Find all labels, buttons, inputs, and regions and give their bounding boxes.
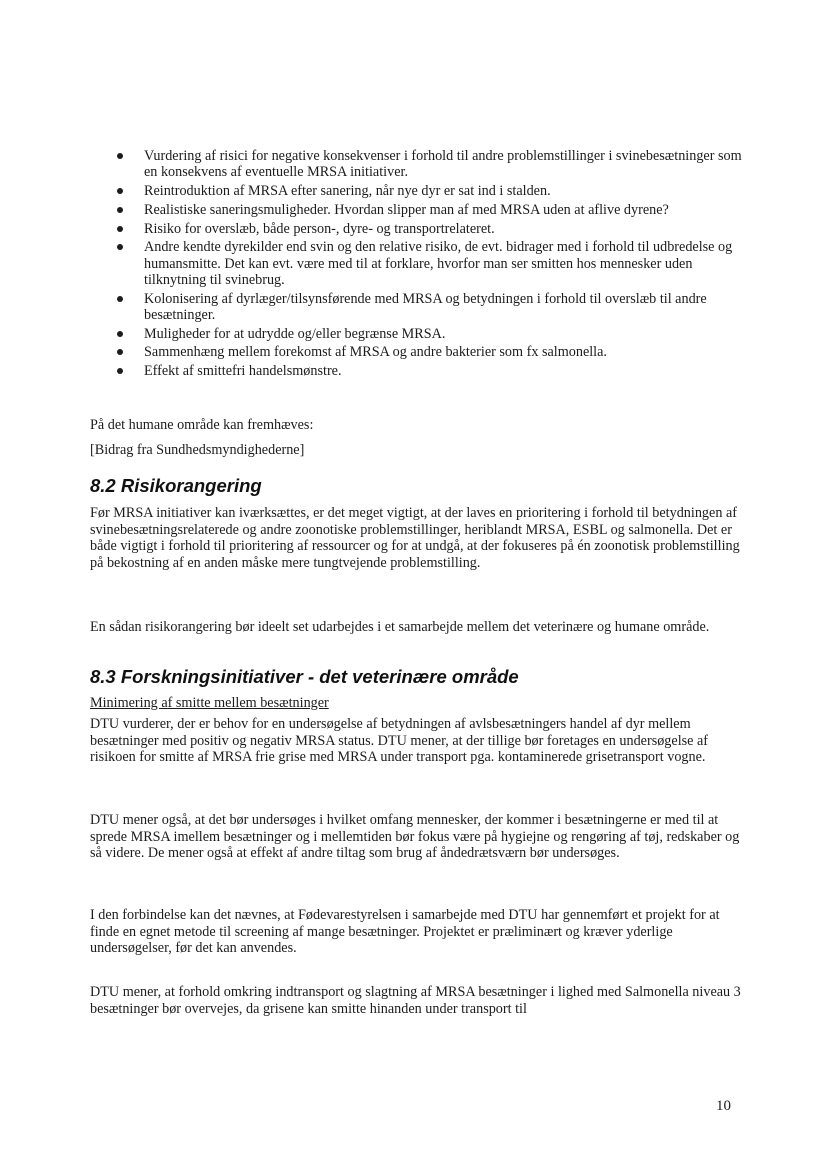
list-item <box>114 291 754 323</box>
section-8-3-paragraph-1: DTU vurderer, der er behov for en undersøgelse af betydningen af avlsbesætningers handel af dyr mellem besætninger med positiv og negativ MRSA status. DTU mener, at der tillige bør foretages en undersøgelse af risikoen for smitte af MRSA frie grise med MRSA under transport pga. kontaminerede grisetransport vogne. <box>90 716 709 766</box>
section-8-3-subheading: Minimering af smitte mellem besætninger <box>90 695 329 711</box>
section-heading-8-2: 8.2 Risikorangering <box>90 475 262 496</box>
list-item <box>114 326 754 342</box>
bullet-text: Andre kendte dyrekilder end svin og den relative risiko, de evt. bidrager med i forhold til udbredelse og humansmitte. Det kan evt. være med til at forklare, hvorfor man ser smitten hos mennesker uden tilknytning til svinebrug. <box>144 239 733 288</box>
list-item <box>114 183 754 199</box>
bullet-text: Realistiske saneringsmuligheder. Hvordan slipper man af med MRSA uden at aflive dyrene? <box>144 201 669 218</box>
bullet-icon <box>117 296 123 302</box>
list-item <box>114 148 754 180</box>
bullet-text: Kolonisering af dyrlæger/tilsynsførende med MRSA og betydningen i forhold til overslæb til andre besætninger. <box>144 290 707 323</box>
human-placeholder: [Bidrag fra Sundhedsmyndighederne] <box>90 442 305 458</box>
bullet-icon <box>117 331 123 337</box>
human-intro: På det humane område kan fremhæves: <box>90 417 314 433</box>
list-item <box>114 221 754 237</box>
bullet-icon <box>117 226 123 232</box>
list-item <box>114 202 754 218</box>
bullet-text: Vurdering af risici for negative konsekvenser i forhold til andre problemstillinger i svinebesætninger som en konsekvens af eventuelle MRSA initiativer. <box>144 148 742 181</box>
bullet-text: Effekt af smittefri handelsmønstre. <box>144 363 342 380</box>
bullet-text: Sammenhæng mellem forekomst af MRSA og andre bakterier som fx salmonella. <box>144 344 607 361</box>
bullet-icon <box>117 188 123 194</box>
bullet-text: Muligheder for at udrydde og/eller begrænse MRSA. <box>144 325 446 342</box>
list-item <box>114 344 754 360</box>
list-item <box>114 239 754 288</box>
bullet-icon <box>117 153 123 159</box>
bullet-icon <box>117 368 123 374</box>
page-number: 10 <box>716 1098 731 1114</box>
section-8-2-paragraph-1: Før MRSA initiativer kan iværksættes, er det meget vigtigt, at der laves en prioritering i forhold til betydningen af svinebesætningsrelaterede og andre zoonotiske problemstillinger, heriblandt MRSA, ESBL og salmonella. Det er både vigtigt i forhold til prioritering af ressourcer og for at undgå, at der fokuseres på én zoonotisk problemstilling på bekostning af en anden måske mere tungtvejende problemstilling. <box>90 505 740 571</box>
bullet-icon <box>117 349 123 355</box>
bullet-text: Risiko for overslæb, både person-, dyre- og transportrelateret. <box>144 220 495 237</box>
bullet-list <box>114 148 754 382</box>
section-8-2-paragraph-2: En sådan risikorangering bør ideelt set udarbejdes i et samarbejde mellem det veterinære og humane område. <box>90 619 710 635</box>
list-item <box>114 363 754 379</box>
section-8-3-paragraph-4: DTU mener, at forhold omkring indtransport og slagtning af MRSA besætninger i lighed med Salmonella niveau 3 besætninger bør overvejes, da grisene kan smitte hinanden under transport til <box>90 984 741 1017</box>
bullet-icon <box>117 207 123 213</box>
section-heading-8-3: 8.3 Forskningsinitiativer - det veterinære område <box>90 666 519 687</box>
bullet-icon <box>117 244 123 250</box>
section-8-3-paragraph-3: I den forbindelse kan det nævnes, at Fødevarestyrelsen i samarbejde med DTU har gennemført et projekt for at finde en egnet metode til screening af mange besætninger. Projektet er præliminært og kræver yderlige undersøgelser, før det kan anvendes. <box>90 907 720 957</box>
bullet-text: Reintroduktion af MRSA efter sanering, når nye dyr er sat ind i stalden. <box>144 183 551 199</box>
section-8-3-paragraph-2: DTU mener også, at det bør undersøges i hvilket omfang mennesker, der kommer i besætningerne er med til at sprede MRSA imellem besætninger og i mellemtiden bør fokus være på hygiejne og rengøring af tøj, redskaber og så videre. De mener også at effekt af andre tiltag som brug af åndedrætsværn bør undersøges. <box>90 812 740 862</box>
